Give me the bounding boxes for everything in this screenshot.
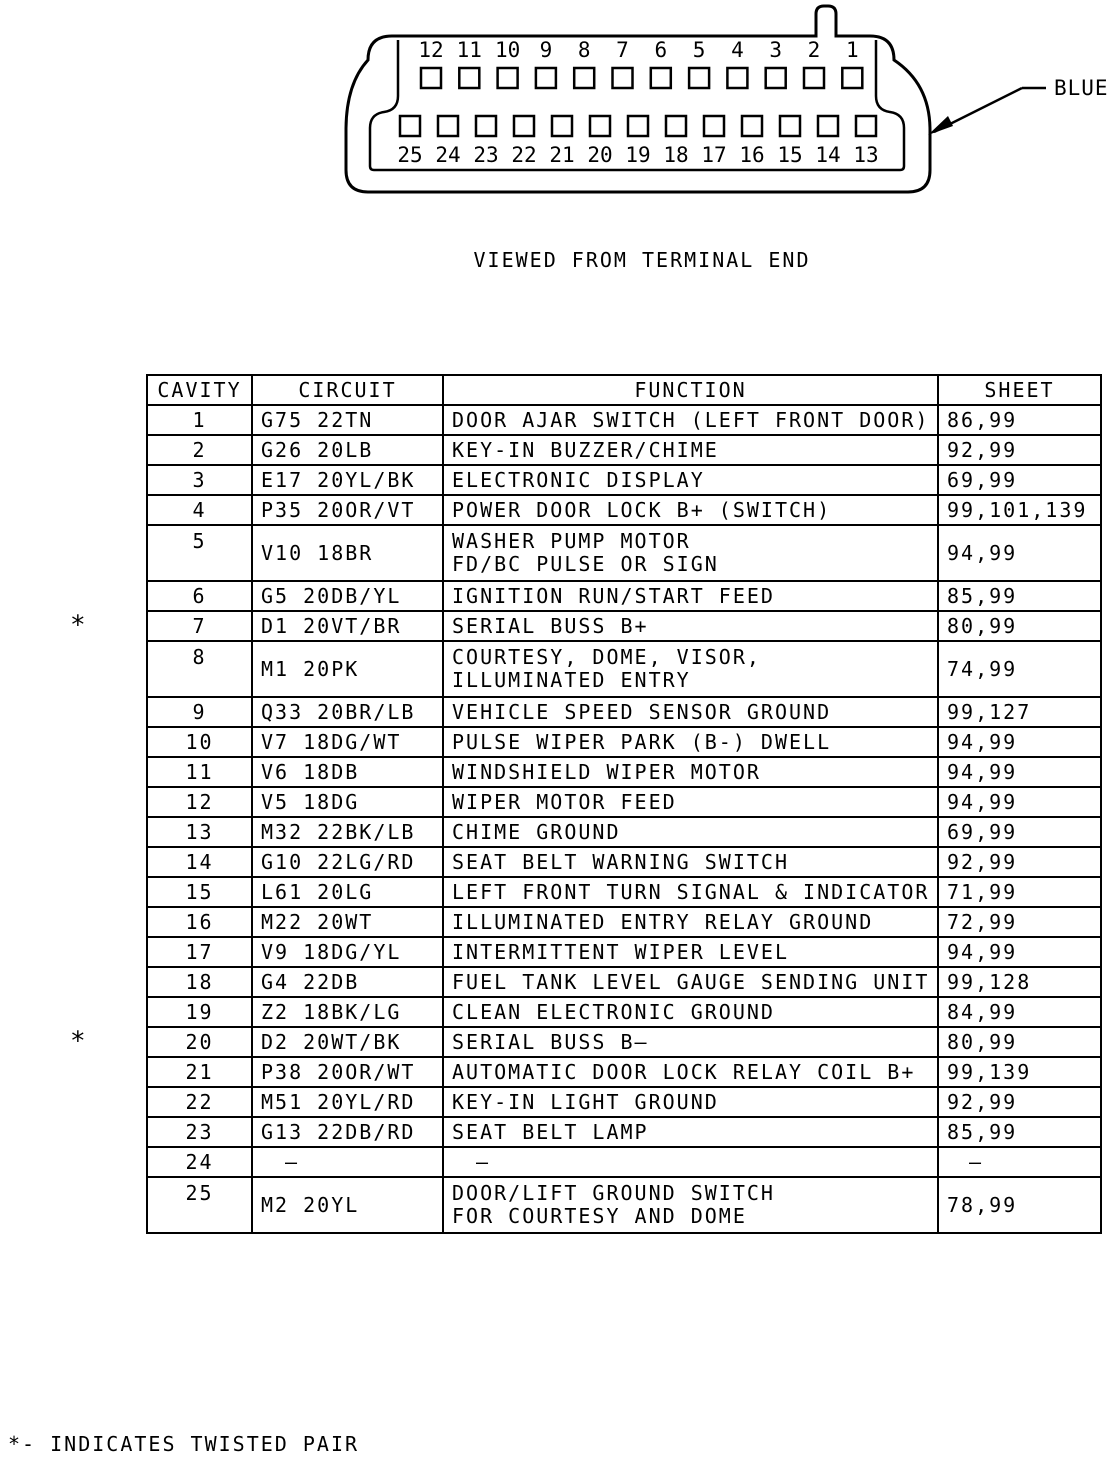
circuit-cell: L61 20LG (252, 877, 443, 907)
sheet-cell: 92,99 (938, 435, 1101, 465)
cavity-number: 21 (185, 1059, 214, 1084)
table-row (147, 641, 1101, 697)
pin-cavity-box (400, 116, 420, 136)
function-cell (443, 907, 938, 937)
pin-number-label: 16 (739, 143, 765, 167)
cavity-number: 14 (185, 849, 214, 874)
function-text: POWER DOOR LOCK B+ (SWITCH) (452, 497, 832, 522)
cavity-cell (147, 697, 252, 727)
cavity-cell (147, 757, 252, 787)
cavity-cell (147, 997, 252, 1027)
table-header-row (147, 375, 1101, 405)
twisted-pair-marker: * (70, 1026, 88, 1057)
table-row (147, 1087, 1101, 1117)
function-cell (443, 495, 938, 525)
function-text: CLEAN ELECTRONIC GROUND (452, 999, 775, 1024)
cavity-cell (147, 1057, 252, 1087)
table-row (147, 967, 1101, 997)
cavity-number: 18 (185, 969, 214, 994)
pin-number-label: 23 (473, 143, 499, 167)
sheet-cell: 94,99 (938, 787, 1101, 817)
pin-number-label: 12 (418, 38, 444, 62)
table-row (147, 1177, 1101, 1233)
cavity-number: 16 (185, 909, 214, 934)
cavity-number: 10 (185, 729, 214, 754)
circuit-cell: Q33 20BR/LB (252, 697, 443, 727)
pin-cavity-box (552, 116, 572, 136)
function-text: ELECTRONIC DISPLAY (452, 467, 705, 492)
table-row (147, 525, 1101, 581)
function-text: CHIME GROUND (452, 819, 621, 844)
pin-cavity-box (536, 68, 556, 88)
pin-cavity-box (651, 68, 671, 88)
circuit-cell: M2 20YL (252, 1177, 443, 1233)
pin-cavity-box (727, 68, 747, 88)
circuit-cell: G5 20DB/YL (252, 581, 443, 611)
table-row (147, 697, 1101, 727)
cavity-number: 12 (185, 789, 214, 814)
header-function: FUNCTION (443, 375, 938, 405)
sheet-cell: 94,99 (938, 757, 1101, 787)
function-text: SEAT BELT WARNING SWITCH (452, 849, 789, 874)
pin-cavity-box (742, 116, 762, 136)
pin-number-label: 5 (692, 38, 706, 62)
circuit-cell: G75 22TN (252, 405, 443, 435)
cavity-cell (147, 405, 252, 435)
circuit-cell: G13 22DB/RD (252, 1117, 443, 1147)
header-cavity: CAVITY (147, 375, 252, 405)
pin-cavity-box (514, 116, 534, 136)
function-text: FUEL TANK LEVEL GAUGE SENDING UNIT (452, 969, 930, 994)
pin-number-label: 9 (539, 38, 553, 62)
pin-cavity-box (459, 68, 479, 88)
pin-cavity-box (498, 68, 518, 88)
function-text: ILLUMINATED ENTRY RELAY GROUND (452, 909, 874, 934)
sheet-cell: 99,101,139 (938, 495, 1101, 525)
function-cell (443, 877, 938, 907)
pin-number-label: 14 (815, 143, 841, 167)
pin-number-label: 22 (511, 143, 537, 167)
pin-cavity-box (780, 116, 800, 136)
table-row (147, 817, 1101, 847)
circuit-cell: Z2 18BK/LG (252, 997, 443, 1027)
function-cell (443, 697, 938, 727)
circuit-cell: M22 20WT (252, 907, 443, 937)
function-text: LEFT FRONT TURN SIGNAL & INDICATOR (452, 879, 930, 904)
table-row (147, 1057, 1101, 1087)
header-sheet: SHEET (938, 375, 1101, 405)
function-cell (443, 1087, 938, 1117)
sheet-cell: 85,99 (938, 581, 1101, 611)
bottom-pin-row (397, 116, 878, 167)
cavity-cell (147, 817, 252, 847)
circuit-cell: V10 18BR (252, 525, 443, 581)
cavity-cell (70, 1026, 252, 1057)
pin-number-label: 11 (456, 38, 482, 62)
twisted-pair-marker: * (70, 610, 88, 641)
cavity-number: 4 (192, 497, 207, 522)
pin-cavity-box (766, 68, 786, 88)
circuit-cell: M32 22BK/LB (252, 817, 443, 847)
pin-number-label: 8 (577, 38, 591, 62)
sheet-cell: 69,99 (938, 465, 1101, 495)
pin-table (70, 374, 1102, 1234)
table-row (147, 727, 1101, 757)
function-cell (443, 525, 938, 581)
pin-cavity-box (421, 68, 441, 88)
pin-cavity-box (856, 116, 876, 136)
pin-number-label: 25 (397, 143, 423, 167)
function-text: DOOR/LIFT GROUND SWITCH (452, 1181, 775, 1205)
connector-color-label: BLUE (1054, 76, 1109, 100)
pin-number-label: 7 (616, 38, 629, 62)
sheet-cell: — (938, 1147, 1101, 1177)
cavity-number: 3 (192, 467, 207, 492)
pin-cavity-box (438, 116, 458, 136)
function-text: SERIAL BUSS B+ (452, 613, 649, 638)
cavity-number: 2 (192, 437, 207, 462)
header-circuit: CIRCUIT (252, 375, 443, 405)
cavity-number: 15 (185, 879, 214, 904)
cavity-cell (147, 495, 252, 525)
cavity-cell (147, 1087, 252, 1117)
cavity-cell (147, 847, 252, 877)
cavity-cell (147, 581, 252, 611)
table-row (147, 757, 1101, 787)
cavity-number: 24 (185, 1149, 214, 1174)
pin-number-label: 24 (435, 143, 461, 167)
circuit-cell: V9 18DG/YL (252, 937, 443, 967)
cavity-number: 9 (192, 699, 207, 724)
sheet-cell: 74,99 (938, 641, 1101, 697)
function-cell (443, 997, 938, 1027)
function-text: KEY-IN LIGHT GROUND (452, 1089, 719, 1114)
table-row (147, 997, 1101, 1027)
function-text: COURTESY, DOME, VISOR, (452, 645, 761, 669)
table-row (147, 877, 1101, 907)
function-text: WASHER PUMP MOTOR (452, 529, 691, 553)
function-cell (443, 1027, 938, 1057)
function-text: VEHICLE SPEED SENSOR GROUND (452, 699, 832, 724)
function-cell (443, 937, 938, 967)
circuit-cell: D1 20VT/BR (252, 611, 443, 641)
cavity-number: 13 (185, 819, 214, 844)
function-cell (443, 727, 938, 757)
cavity-cell (147, 907, 252, 937)
arrowhead-icon (928, 116, 953, 135)
sheet-cell: 99,127 (938, 697, 1101, 727)
function-text: FOR COURTESY AND DOME (452, 1204, 747, 1228)
circuit-cell: M51 20YL/RD (252, 1087, 443, 1117)
cavity-cell (147, 967, 252, 997)
cavity-number: 25 (185, 1181, 214, 1205)
top-pin-row (418, 38, 862, 88)
circuit-cell: V7 18DG/WT (252, 727, 443, 757)
cavity-cell (147, 641, 252, 697)
twisted-pair-footnote: *- INDICATES TWISTED PAIR (8, 1432, 360, 1456)
circuit-cell: M1 20PK (252, 641, 443, 697)
pin-cavity-box (590, 116, 610, 136)
sheet-cell: 69,99 (938, 817, 1101, 847)
table-row (147, 1147, 1101, 1177)
cavity-number: 11 (185, 759, 214, 784)
cavity-cell (147, 465, 252, 495)
cavity-cell (70, 610, 252, 641)
function-cell (443, 581, 938, 611)
function-text: WINDSHIELD WIPER MOTOR (452, 759, 761, 784)
cavity-number: 8 (192, 645, 207, 669)
sheet-cell: 72,99 (938, 907, 1101, 937)
view-caption: VIEWED FROM TERMINAL END (473, 248, 811, 272)
table-row (147, 1117, 1101, 1147)
connector-diagram (0, 0, 1120, 230)
pin-number-label: 3 (769, 38, 783, 62)
cavity-cell (147, 937, 252, 967)
pin-table-body (70, 405, 1101, 1233)
function-text: PULSE WIPER PARK (B-) DWELL (452, 729, 832, 754)
cavity-cell (147, 1177, 252, 1233)
function-text: INTERMITTENT WIPER LEVEL (452, 939, 789, 964)
sheet-cell: 94,99 (938, 525, 1101, 581)
function-text: DOOR AJAR SWITCH (LEFT FRONT DOOR) (452, 407, 930, 432)
function-cell (443, 757, 938, 787)
sheet-cell: 99,139 (938, 1057, 1101, 1087)
circuit-cell: P35 20OR/VT (252, 495, 443, 525)
function-cell (443, 405, 938, 435)
sheet-cell: 78,99 (938, 1177, 1101, 1233)
table-row (147, 937, 1101, 967)
cavity-number: 20 (185, 1029, 214, 1054)
cavity-cell (147, 1117, 252, 1147)
cavity-number: 23 (185, 1119, 214, 1144)
function-text: FD/BC PULSE OR SIGN (452, 552, 719, 576)
pin-cavity-box (804, 68, 824, 88)
pin-number-label: 18 (663, 143, 689, 167)
pin-cavity-box (689, 68, 709, 88)
function-cell (443, 817, 938, 847)
pin-cavity-box (574, 68, 594, 88)
table-row (147, 787, 1101, 817)
function-text: — (476, 1149, 491, 1174)
function-cell (443, 435, 938, 465)
table-row (147, 847, 1101, 877)
pin-cavity-box (476, 116, 496, 136)
table-row (147, 465, 1101, 495)
cavity-number: 5 (192, 529, 207, 553)
cavity-cell (147, 727, 252, 757)
pin-cavity-box (842, 68, 862, 88)
function-cell (443, 1057, 938, 1087)
sheet-cell: 92,99 (938, 847, 1101, 877)
circuit-cell: G26 20LB (252, 435, 443, 465)
sheet-cell: 94,99 (938, 727, 1101, 757)
table-row (147, 1027, 1101, 1057)
function-text: SEAT BELT LAMP (452, 1119, 649, 1144)
sheet-cell: 92,99 (938, 1087, 1101, 1117)
circuit-cell: V5 18DG (252, 787, 443, 817)
function-text: WIPER MOTOR FEED (452, 789, 677, 814)
circuit-cell: V6 18DB (252, 757, 443, 787)
pin-cavity-box (613, 68, 633, 88)
function-cell (443, 1117, 938, 1147)
pin-number-label: 1 (845, 38, 859, 62)
circuit-cell: P38 20OR/WT (252, 1057, 443, 1087)
cavity-number: 6 (192, 583, 207, 608)
cavity-cell (147, 525, 252, 581)
pin-number-label: 15 (777, 143, 803, 167)
cavity-number: 19 (185, 999, 214, 1024)
sheet-cell: 80,99 (938, 611, 1101, 641)
function-text: SERIAL BUSS B— (452, 1029, 649, 1054)
cavity-cell (147, 877, 252, 907)
sheet-cell: 80,99 (938, 1027, 1101, 1057)
function-text: IGNITION RUN/START FEED (452, 583, 775, 608)
pin-number-label: 21 (549, 143, 575, 167)
cavity-number: 22 (185, 1089, 214, 1114)
cavity-number: 7 (192, 613, 207, 638)
cavity-number: 1 (192, 407, 207, 432)
function-cell (443, 1177, 938, 1233)
function-cell (443, 1147, 938, 1177)
function-cell (443, 641, 938, 697)
function-text: ILLUMINATED ENTRY (452, 668, 691, 692)
sheet-cell: 99,128 (938, 967, 1101, 997)
table-row (147, 907, 1101, 937)
pin-number-label: 13 (853, 143, 879, 167)
circuit-cell: G4 22DB (252, 967, 443, 997)
function-cell (443, 465, 938, 495)
circuit-cell: D2 20WT/BK (252, 1027, 443, 1057)
function-cell (443, 611, 938, 641)
function-text: AUTOMATIC DOOR LOCK RELAY COIL B+ (452, 1059, 916, 1084)
function-cell (443, 967, 938, 997)
function-cell (443, 847, 938, 877)
pin-number-label: 20 (587, 143, 613, 167)
table-row (147, 495, 1101, 525)
cavity-number: 17 (185, 939, 214, 964)
pin-number-label: 2 (807, 38, 821, 62)
pin-cavity-box (704, 116, 724, 136)
pin-cavity-box (818, 116, 838, 136)
circuit-cell: G10 22LG/RD (252, 847, 443, 877)
pin-number-label: 4 (731, 38, 744, 62)
table-row (147, 611, 1101, 641)
pin-cavity-box (666, 116, 686, 136)
table-row (147, 581, 1101, 611)
function-text: KEY-IN BUZZER/CHIME (452, 437, 719, 462)
cavity-cell (147, 787, 252, 817)
function-cell (443, 787, 938, 817)
cavity-cell (147, 435, 252, 465)
pin-number-label: 10 (494, 38, 521, 62)
table-row (147, 405, 1101, 435)
circuit-cell: — (252, 1147, 443, 1177)
sheet-cell: 85,99 (938, 1117, 1101, 1147)
cavity-cell (147, 1147, 252, 1177)
pin-cavity-box (628, 116, 648, 136)
pin-number-label: 17 (701, 143, 727, 167)
sheet-cell: 71,99 (938, 877, 1101, 907)
table-row (147, 435, 1101, 465)
sheet-cell: 86,99 (938, 405, 1101, 435)
sheet-cell: 84,99 (938, 997, 1101, 1027)
circuit-cell: E17 20YL/BK (252, 465, 443, 495)
sheet-cell: 94,99 (938, 937, 1101, 967)
pin-number-label: 6 (654, 38, 668, 62)
pin-number-label: 19 (625, 143, 651, 167)
